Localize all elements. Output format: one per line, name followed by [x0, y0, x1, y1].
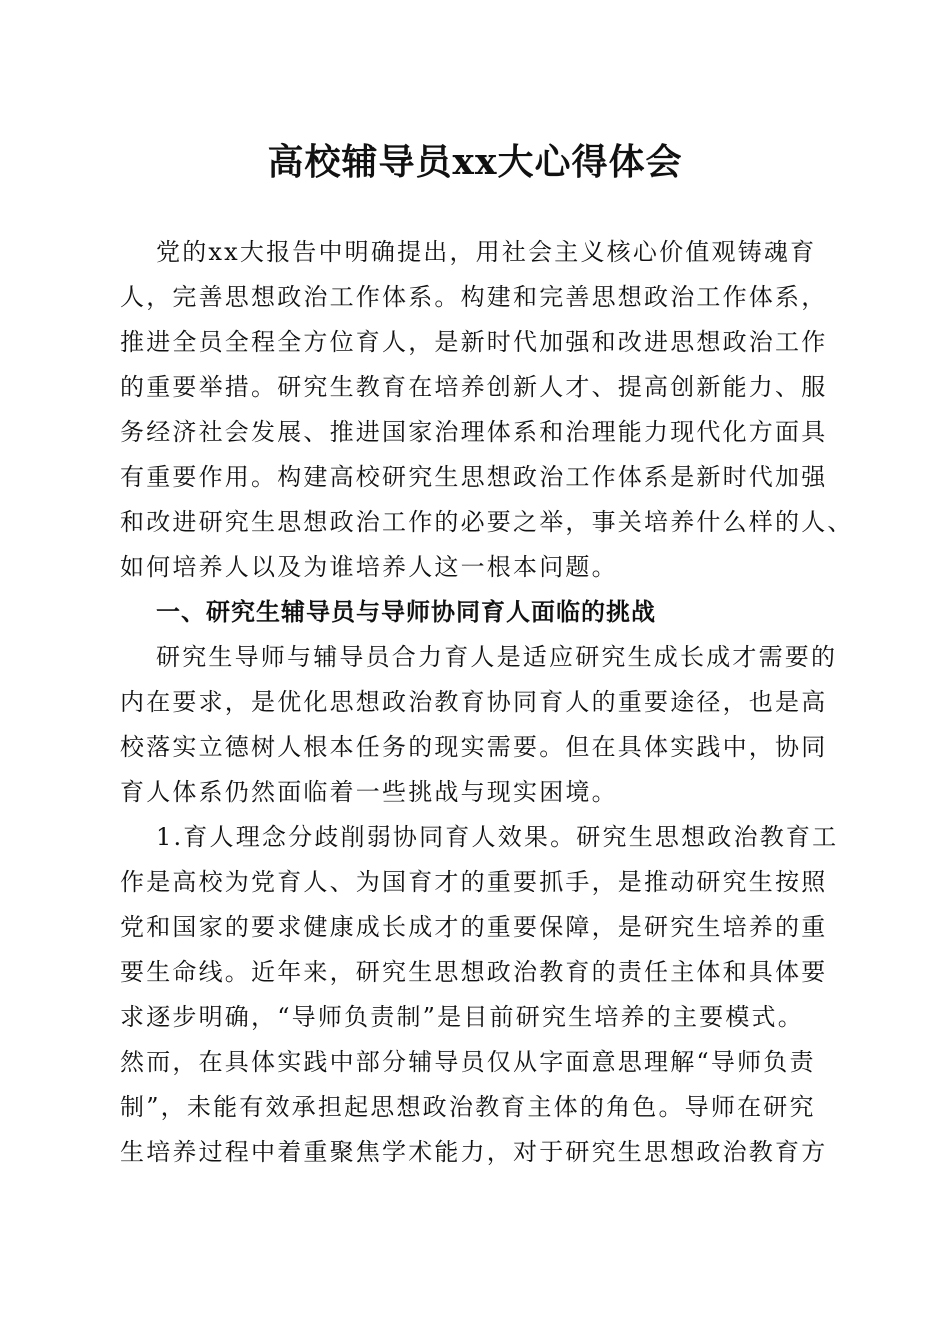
paragraph-line: 和改进研究生思想政治工作的必要之举，事关培养什么样的人、	[120, 508, 854, 536]
paragraph-line: 务经济社会发展、推进国家治理体系和治理能力现代化方面具	[120, 418, 828, 446]
paragraph-line: 求逐步明确，“导师负责制”是目前研究生培养的主要模式。	[120, 1003, 804, 1031]
paragraph-line: 要生命线。近年来，研究生思想政治教育的责任主体和具体要	[120, 958, 828, 986]
paragraph-line: 如何培养人以及为谁培养人这一根本问题。	[120, 553, 618, 581]
paragraph-line: 的重要举措。研究生教育在培养创新人才、提高创新能力、服	[120, 373, 828, 401]
paragraph-line: 然而，在具体实践中部分辅导员仅从字面意思理解“导师负责	[120, 1048, 816, 1076]
paragraph-line: 校落实立德树人根本任务的现实需要。但在具体实践中，协同	[120, 733, 828, 761]
paragraph-line: 有重要作用。构建高校研究生思想政治工作体系是新时代加强	[120, 463, 828, 491]
paragraph-line: 制”，未能有效承担起思想政治教育主体的角色。导师在研究	[120, 1093, 816, 1121]
paragraph-line: 党的xx大报告中明确提出，用社会主义核心价值观铸魂育	[156, 238, 817, 266]
document-body	[120, 230, 854, 1175]
paragraph-line: 育人体系仍然面临着一些挑战与现实困境。	[120, 778, 618, 806]
paragraph-line: 生培养过程中着重聚焦学术能力，对于研究生思想政治教育方	[120, 1138, 828, 1166]
paragraph-line: 推进全员全程全方位育人，是新时代加强和改进思想政治工作	[120, 328, 828, 356]
paragraph-line: 作是高校为党育人、为国育才的重要抓手，是推动研究生按照	[120, 868, 828, 896]
document-title: 高校辅导员xx大心得体会	[267, 141, 683, 183]
section-heading: 一、研究生辅导员与导师协同育人面临的挑战	[156, 598, 656, 626]
paragraph-line: 研究生导师与辅导员合力育人是适应研究生成长成才需要的	[156, 643, 838, 671]
paragraph-line: 内在要求，是优化思想政治教育协同育人的重要途径，也是高	[120, 688, 828, 716]
paragraph-line: 人，完善思想政治工作体系。构建和完善思想政治工作体系，	[120, 283, 828, 311]
paragraph-line: 党和国家的要求健康成长成才的重要保障，是研究生培养的重	[120, 913, 828, 941]
paragraph-line: 1.育人理念分歧削弱协同育人效果。研究生思想政治教育工	[156, 823, 839, 851]
